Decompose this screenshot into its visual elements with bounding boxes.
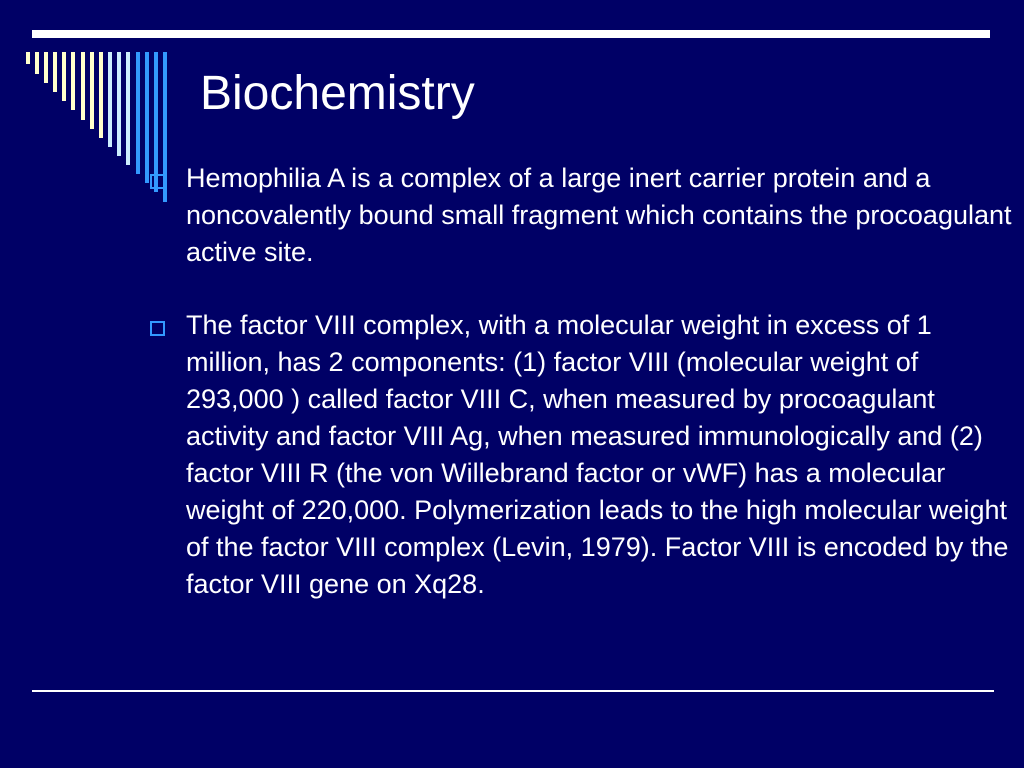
bullet-list bbox=[150, 160, 1020, 603]
top-rule bbox=[32, 30, 990, 38]
decorative-stripe bbox=[126, 52, 130, 165]
decorative-stripe bbox=[90, 52, 94, 129]
bullet-item bbox=[150, 160, 1020, 271]
decorative-stripe bbox=[81, 52, 85, 120]
decorative-stripe bbox=[35, 52, 39, 74]
decorative-stripe bbox=[71, 52, 75, 110]
decorative-stripe bbox=[53, 52, 57, 92]
decorative-stripe bbox=[44, 52, 48, 83]
bullet-text: The factor VIII complex, with a molecular weight in excess of 1 million, has 2 components: (1) factor VIII (molecular weight of 293,000 ) called factor VIII C, when measured by procoagulant activity and factor VIII Ag, when measured immunologically and (2) factor VIII R (the von Willebrand factor or vWF) has a molecular weight of 220,000. Polymerization leads to the high molecular weight of the factor VIII complex (Levin, 1979). Factor VIII is encoded by the factor VIII gene on Xq28. bbox=[186, 310, 1009, 599]
decorative-stripe bbox=[145, 52, 149, 183]
bullet-text: Hemophilia A is a complex of a large inert carrier protein and a noncovalently bound small fragment which contains the procoagulant active site. bbox=[186, 163, 1012, 267]
decorative-stripe bbox=[26, 52, 30, 64]
hollow-square-bullet-icon bbox=[150, 174, 165, 189]
decorative-stripe bbox=[117, 52, 121, 156]
slide-title: Biochemistry bbox=[200, 67, 475, 120]
bullet-item bbox=[150, 307, 1020, 603]
bottom-rule bbox=[32, 690, 994, 692]
decorative-stripe bbox=[62, 52, 66, 101]
hollow-square-bullet-icon bbox=[150, 321, 165, 336]
decorative-stripe bbox=[108, 52, 112, 147]
decorative-stripe bbox=[136, 52, 140, 174]
decorative-stripe bbox=[99, 52, 103, 138]
